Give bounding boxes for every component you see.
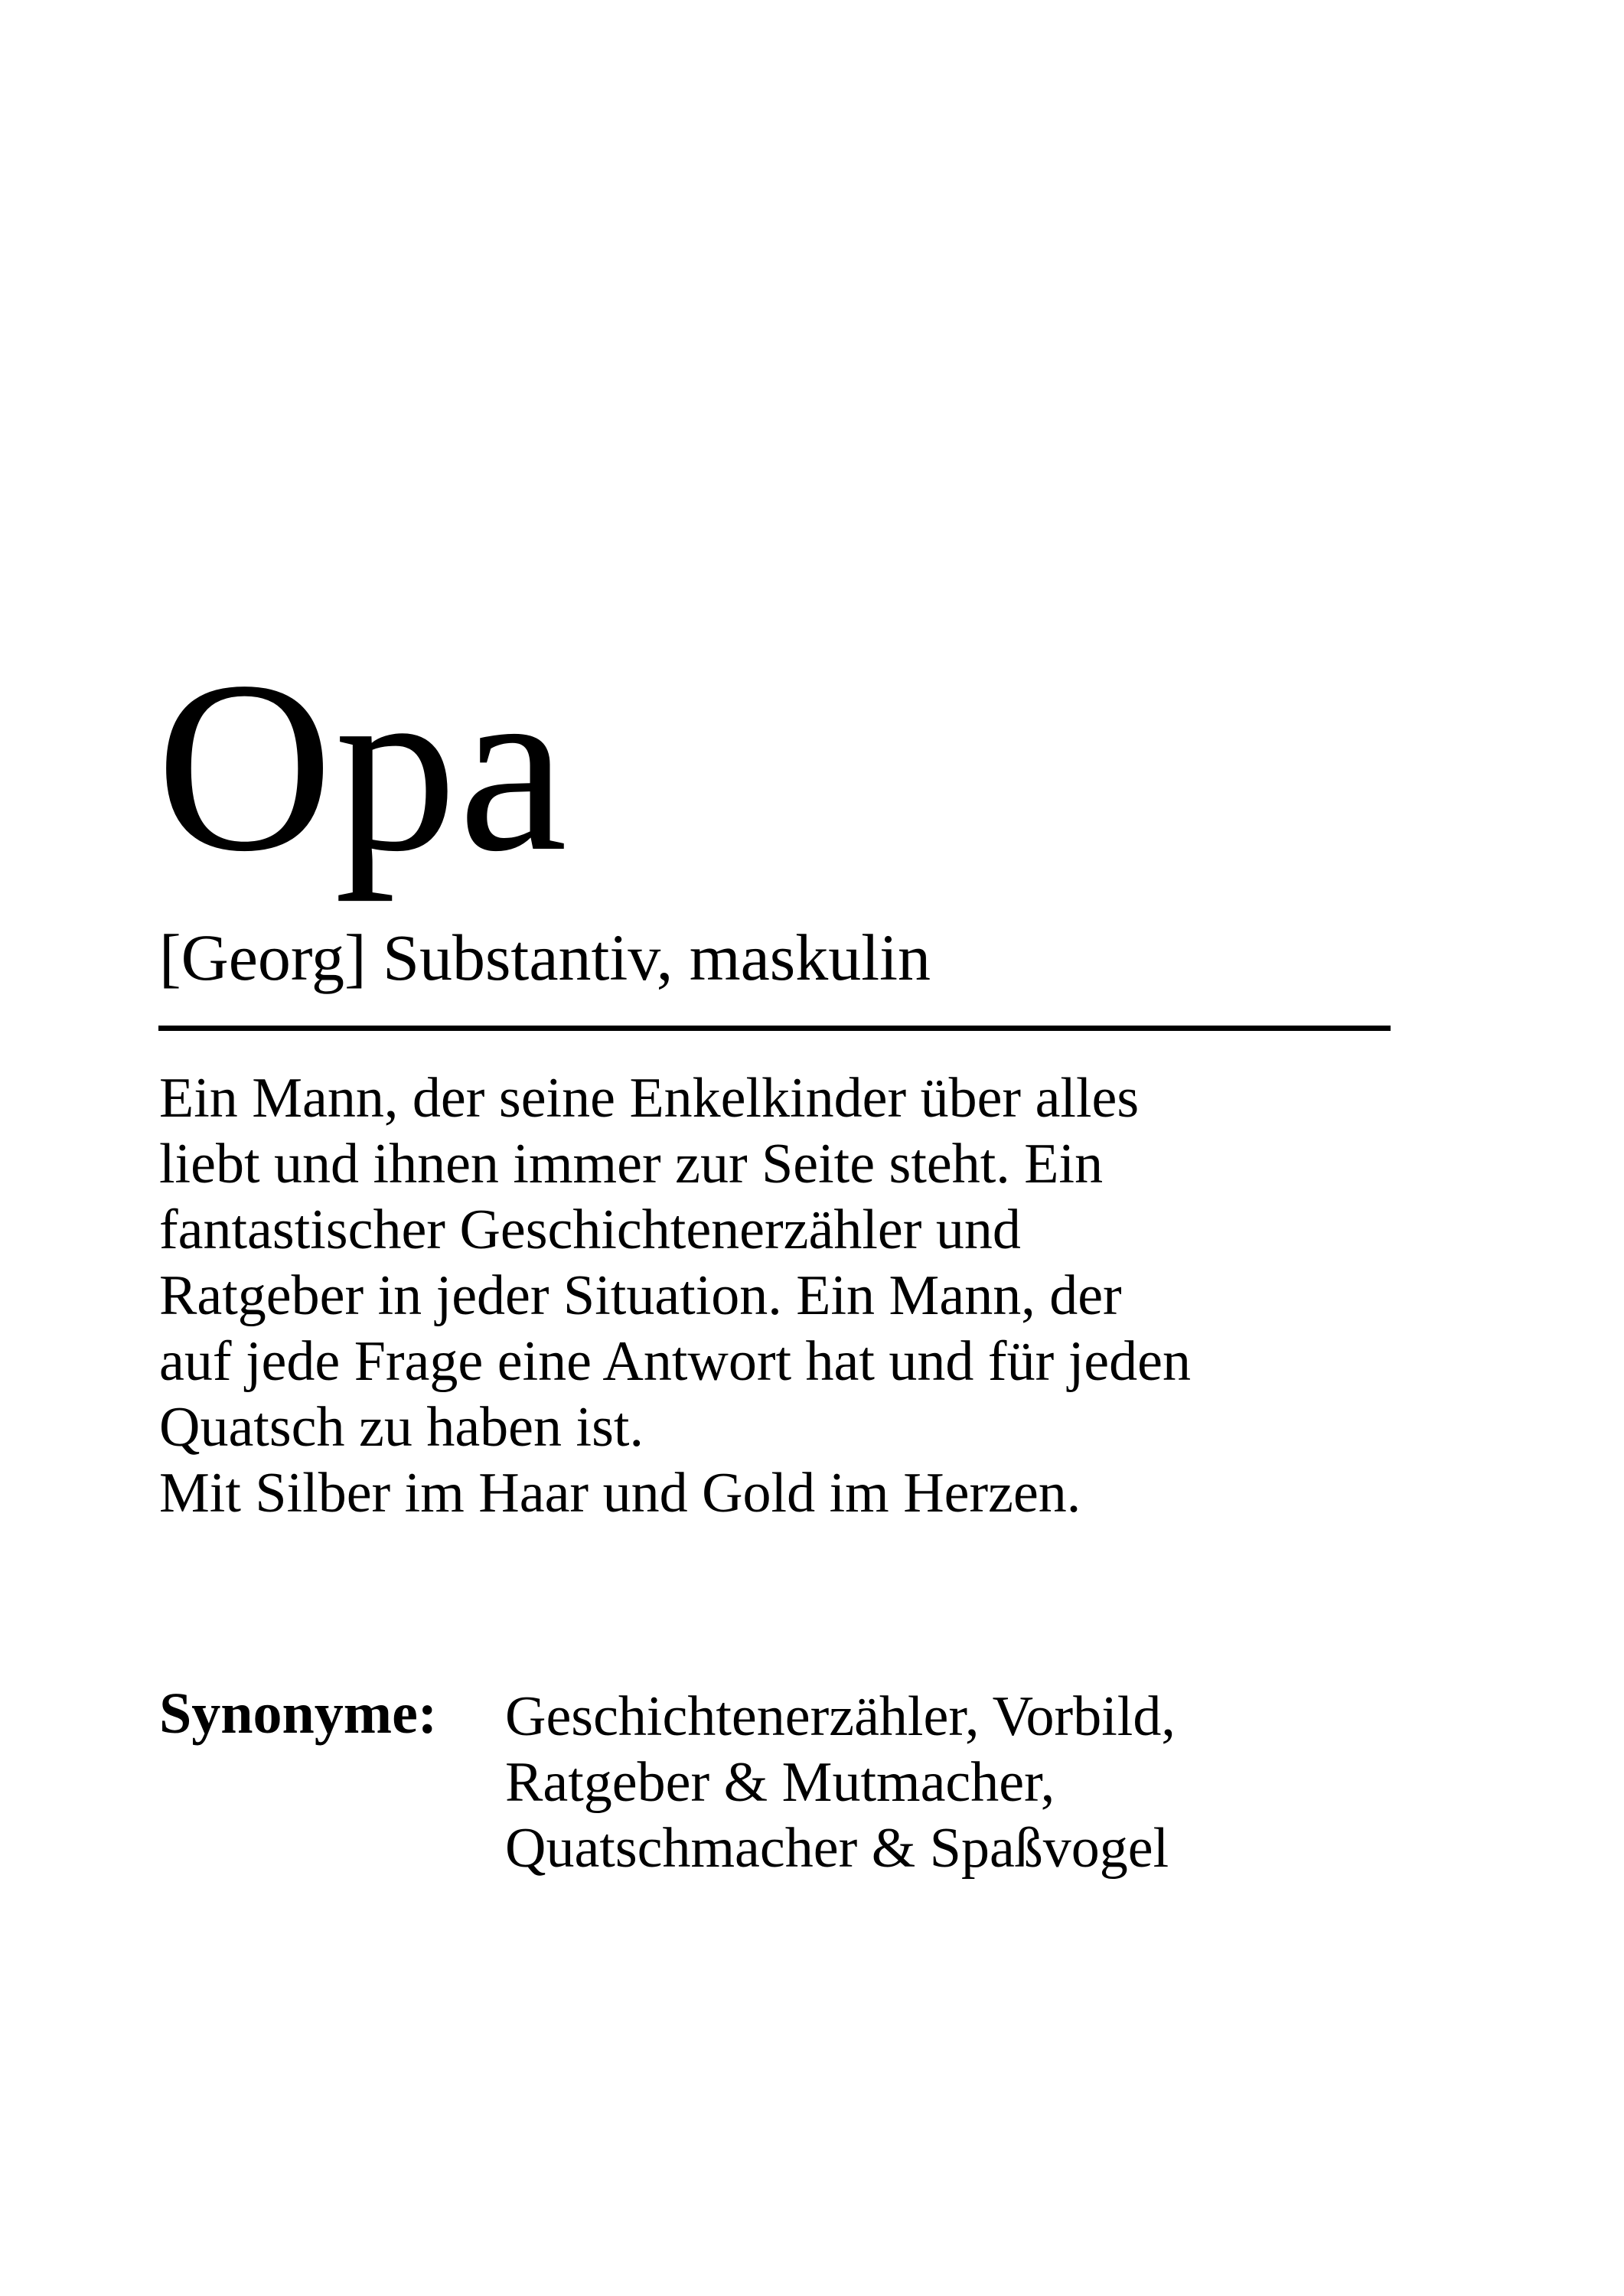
synonym-line: Quatschmacher & Spaßvogel [505,1817,1169,1880]
definition-line: Mit Silber im Haar und Gold im Herzen. [159,1462,1081,1525]
synonym-line: Geschichtenerzähler, Vorbild, [505,1685,1176,1748]
definition-line: Ein Mann, der seine Enkelkinder über alles [159,1067,1140,1130]
headword-title: Opa [156,631,569,902]
definition-line: liebt und ihnen immer zur Seite steht. Ein [159,1133,1104,1195]
definition-line: fantastischer Geschichtenerzähler und [159,1199,1021,1261]
definition-text [159,1065,1460,1526]
synonym-line: Ratgeber & Mutmacher, [505,1751,1055,1814]
grammar-subtitle: [Georg] Substantiv, maskulin [159,921,931,994]
definition-line: Quatsch zu haben ist. [159,1396,644,1459]
definition-line: auf jede Frage eine Antwort hat und für jeden [159,1330,1191,1393]
definition-line: Ratgeber in jeder Situation. Ein Mann, der [159,1264,1122,1327]
synonyms-label: Synonyme: [159,1681,438,1746]
divider-line [158,1026,1391,1031]
synonyms-list [505,1684,1176,1881]
